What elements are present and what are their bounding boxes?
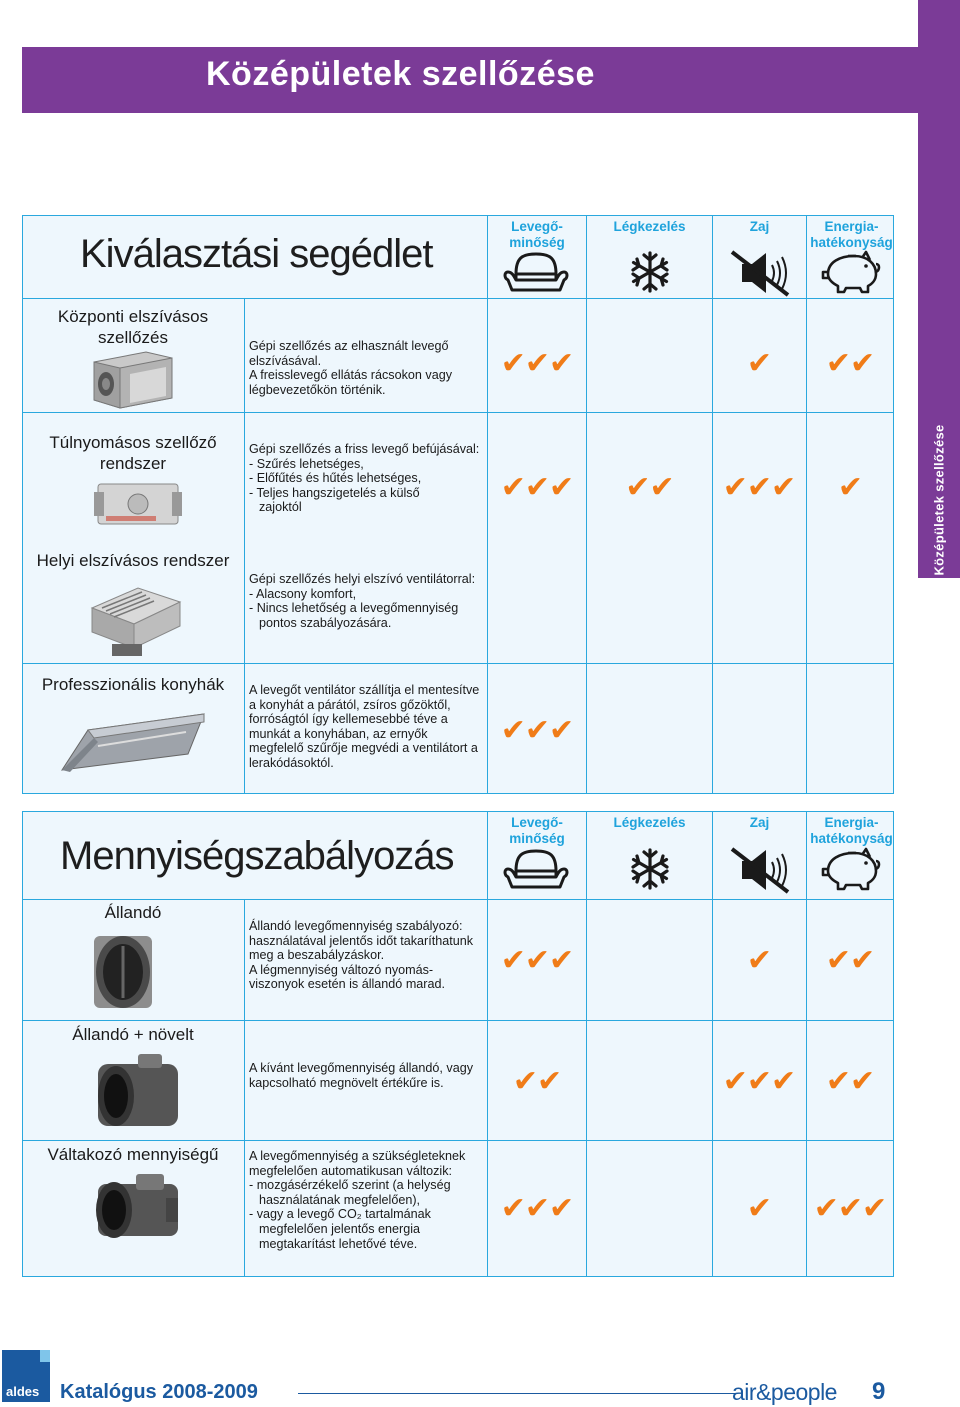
row-description-overpressure [249, 442, 481, 515]
page-title: Középületek szellőzése [206, 55, 595, 93]
grid-line [22, 412, 894, 413]
grid-line [712, 215, 713, 794]
column-header-energy: Energia- hatékonyság [810, 815, 893, 846]
footer-slogan: air&people [732, 1379, 837, 1405]
description-line: - Teljes hangszigetelés a külső [249, 485, 420, 500]
row-description-professional-kitchens [249, 683, 481, 771]
grid-line [22, 1140, 894, 1141]
row-title-variable: Váltakozó mennyiségű [47, 1145, 219, 1164]
rating-air-quality: ✔✔✔ [500, 347, 574, 380]
rating-air-quality: ✔✔✔ [500, 471, 574, 504]
speaker-muted-icon [728, 845, 794, 895]
row-title-central-exhaust: Központi elszívásos szellőzés [57, 307, 209, 347]
row-description-constant-boost [249, 1061, 481, 1090]
grid-line [806, 215, 807, 794]
side-tab-label: Középületek szellőzése [931, 424, 947, 576]
rating-energy: ✔ [837, 471, 863, 504]
description-line: A légmennyiség változó nyomás-viszonyok esetén is állandó marad. [249, 962, 446, 992]
variable-damper-image [90, 1170, 186, 1244]
description-line: A levegőmennyiség a szükségleteknek megfelelően automatikusan változik: [249, 1149, 466, 1178]
rating-energy: ✔✔ [825, 944, 875, 977]
description-line: Állandó levegőmennyiség szabályozó: használatával jelentős időt takaríthatunk meg a beszabályzáskor. [249, 919, 474, 963]
grid-line [22, 298, 894, 299]
description-line: zajoktól [259, 500, 302, 515]
box-fan-unit-image [90, 348, 176, 410]
description-line: A kívánt levegőmennyiség állandó, vagy kapcsolható megnövelt értékűre is. [249, 1061, 474, 1090]
snowflake-icon [628, 250, 672, 294]
roof-fan-unit-image [82, 578, 186, 660]
description-line: - Nincs lehetőség a levegőmennyiség [249, 601, 459, 616]
row-description-constant [249, 919, 481, 992]
section-title-flow-control: Mennyiségszabályozás [60, 834, 454, 878]
row-title-constant: Állandó [104, 903, 162, 922]
kitchen-hood-image [58, 710, 208, 772]
constant-damper-image [90, 928, 156, 1016]
grid-line [244, 298, 245, 794]
description-line: A freisslevegő ellátás rácsokon vagy légbevezetőkön történik. [249, 368, 453, 397]
column-header-air-handling: Légkezelés [613, 219, 686, 234]
snowflake-icon [628, 847, 672, 891]
grid-line [22, 899, 894, 900]
description-line: - Alacsony komfort, [249, 586, 357, 601]
row-description-variable [249, 1149, 481, 1251]
grid-line [586, 811, 587, 1277]
piggy-bank-icon [820, 847, 884, 893]
grid-line [487, 811, 488, 1277]
description-line: - Szűrés lehetséges, [249, 456, 364, 471]
speaker-muted-icon [728, 248, 794, 298]
rating-noise: ✔ [746, 944, 772, 977]
column-header-air-quality: Levegő- minőség [509, 219, 565, 250]
description-line: - mozgásérzékelő szerint (a helység [249, 1178, 451, 1193]
catalog-label: Katalógus 2008-2009 [60, 1381, 258, 1403]
piggy-bank-icon [820, 250, 884, 296]
row-title-overpressure: Túlnyomásos szellőző rendszer [49, 433, 217, 473]
grid-line [586, 215, 587, 794]
grid-line [487, 215, 488, 794]
column-header-air-handling: Légkezelés [613, 815, 686, 830]
column-header-noise: Zaj [749, 219, 770, 234]
rating-air-handling: ✔✔ [625, 471, 674, 504]
row-title-professional-kitchens: Professzionális konyhák [41, 675, 225, 694]
rating-air-quality: ✔✔ [512, 1065, 562, 1098]
grid-line [22, 1020, 894, 1021]
rating-air-quality: ✔✔✔ [500, 714, 574, 747]
page-number: 9 [872, 1378, 886, 1405]
column-header-energy: Energia- hatékonyság [810, 219, 893, 250]
rating-noise: ✔ [746, 1192, 772, 1225]
row-title-local-exhaust: Helyi elszívásos rendszer [36, 551, 230, 570]
row-title-constant-boost: Állandó + növelt [72, 1025, 194, 1044]
description-line: használatának megfelelően), [259, 1192, 421, 1207]
row-description-central-exhaust [249, 339, 481, 397]
description-line: megtakarítást lehetővé téve. [259, 1236, 418, 1251]
section-title-selection-guide: Kiválasztási segédlet [80, 232, 433, 276]
description-line: Gépi szellőzés a friss levegő befújásával: [249, 442, 480, 456]
supply-fan-unit-image [90, 476, 186, 530]
rating-air-quality: ✔✔✔ [500, 1192, 574, 1225]
rating-energy: ✔✔ [825, 347, 875, 380]
rating-air-quality: ✔✔✔ [500, 944, 574, 977]
rating-energy: ✔✔ [825, 1065, 875, 1098]
rating-noise: ✔✔✔ [722, 471, 796, 504]
armchair-icon [502, 250, 570, 294]
rating-noise: ✔ [746, 347, 772, 380]
rating-energy: ✔✔✔ [813, 1192, 887, 1225]
armchair-icon [502, 847, 570, 891]
row-description-local-exhaust [249, 572, 481, 630]
grid-line [22, 663, 894, 664]
description-line: Gépi szellőzés az elhasznált levegő elszívásával. [249, 339, 449, 368]
column-header-air-quality: Levegő- minőség [509, 815, 565, 846]
description-line: megfelelően jelentős energia [259, 1221, 421, 1236]
description-line: - vagy a levegő CO₂ tartalmának [249, 1207, 431, 1222]
description-line: - Előfűtés és hűtés lehetséges, [249, 471, 422, 486]
brand-logo-accent [40, 1350, 50, 1362]
description-line: A levegőt ventilátor szállítja el mentesítve a konyhát a párától, zsíros gőzöktől, forróságtól így kellemesebbé téve a munkát a konyhában, az ernyők megfelelő szűrője megvédi a ventilátort a lerakódásoktól. [249, 683, 480, 770]
description-line: pontos szabályozására. [259, 615, 392, 630]
description-line: Gépi szellőzés helyi elszívó ventilátorral: [249, 572, 476, 586]
brand-name: aldes [6, 1384, 40, 1399]
two-step-damper-image [92, 1050, 184, 1134]
grid-line [244, 899, 245, 1277]
rating-noise: ✔✔✔ [722, 1065, 796, 1098]
column-header-noise: Zaj [749, 815, 770, 830]
footer-rule [298, 1393, 736, 1394]
